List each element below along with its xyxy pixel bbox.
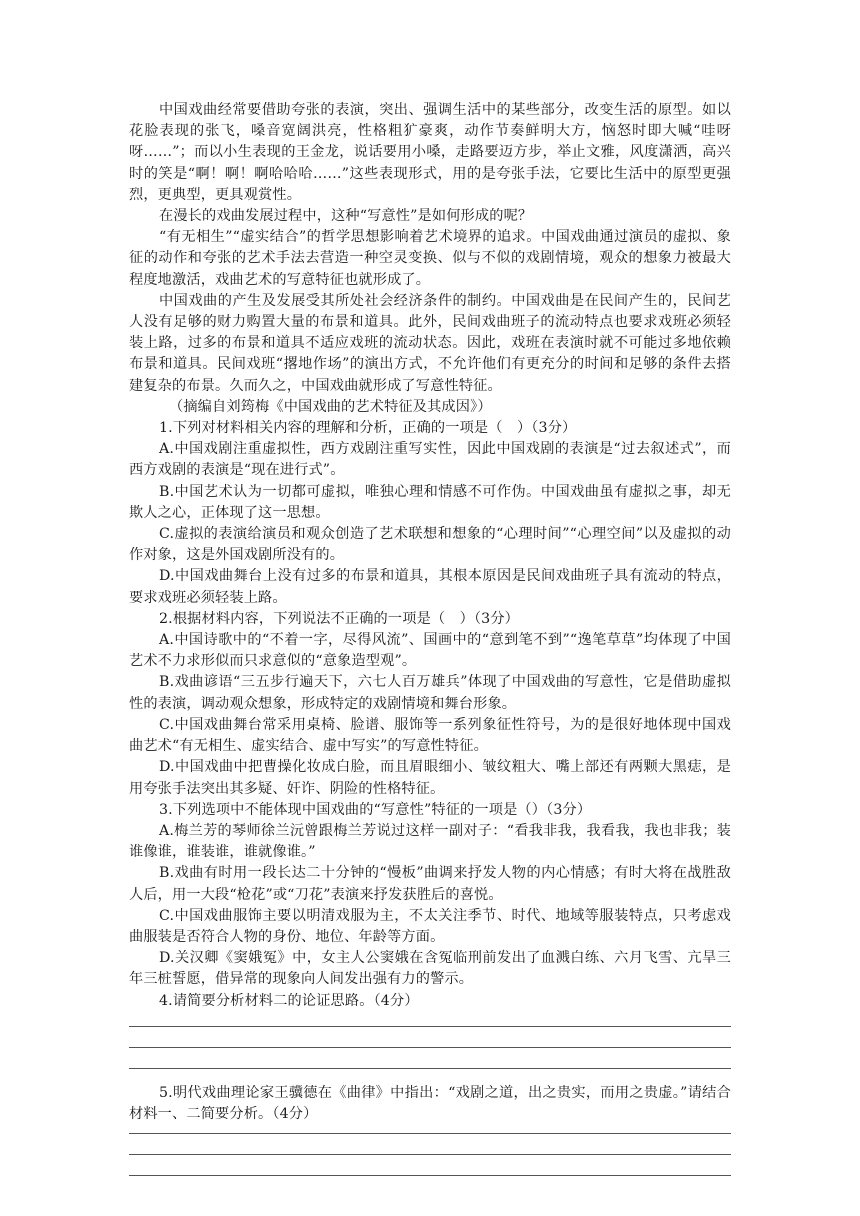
- passage-paragraph-3: “有无相生”“虚实结合”的哲学思想影响着艺术境界的追求。中国戏曲通过演员的虚拟、象征的动作和夸张的艺术手法去营造一种空灵变换、似与不似的戏剧情境，观众的想象力被最大程度地激活，戏曲艺术的写意特征也就形成了。: [129, 229, 731, 288]
- passage-paragraph-1: 中国戏曲经常要借助夸张的表演，突出、强调生活中的某些部分，改变生活的原型。如以花脸表现的张飞，嗓音宽阔洪亮，性格粗犷豪爽，动作节奏鲜明大方，恼怒时即大喊“哇呀呀……”；而以小生表现的王金龙，说话要用小嗓，走路要迈方步，举止文雅，风度潇洒，高兴时的笑是“啊！啊！啊哈哈哈……”这些表现形式，用的是夸张手法，它要比生活中的原型更强烈，更典型，更具观赏性。: [129, 102, 731, 203]
- question-1-option-d: D.中国戏曲舞台上没有过多的布景和道具，其根本原因是民间戏曲班子具有流动的特点，要求戏班必须轻装上路。: [129, 568, 731, 606]
- question-2-stem: 2.根据材料内容，下列说法不正确的一项是（ ）（3分）: [159, 610, 520, 627]
- question-2-option-c: C.中国戏曲舞台常采用桌椅、脸谱、服饰等一系列象征性符号，为的是很好地体现中国戏曲艺术“有无相生、虚实结合、虚中写实”的写意性特征。: [129, 716, 731, 755]
- question-4-stem: 4.请简要分析材料二的论证思路。（4分）: [159, 992, 419, 1009]
- question-1-option-b: B.中国艺术认为一切都可虚拟，唯独心理和情感不可作伪。中国戏曲虽有虚拟之事，却无欺人之心，正体现了这一思想。: [129, 483, 731, 521]
- question-1-option-c: C.虚拟的表演给演员和观众创造了艺术联想和想象的“心理时间”“心理空间”以及虚拟的动作对象，这是外国戏剧所没有的。: [129, 526, 731, 564]
- passage-paragraph-2: 在漫长的戏曲发展过程中，这种“写意性”是如何形成的呢？: [159, 208, 533, 225]
- question-5-stem: 5.明代戏曲理论家王骥德在《曲律》中指出：“戏剧之道，出之贵实，而用之贵虚。”请结合材料一、二简要分析。（4分）: [129, 1084, 731, 1122]
- answer-line-q5-3[interactable]: [129, 1175, 731, 1176]
- question-3-stem: 3.下列选项中不能体现中国戏曲的“写意性”特征的一项是（）（3分）: [159, 801, 592, 818]
- question-2-option-b: B.戏曲谚语“三五步行遍天下，六七人百万雄兵”体现了中国戏曲的写意性，它是借助虚拟性的表演，调动观众想象，形成特定的戏剧情境和舞台形象。: [129, 674, 731, 712]
- question-3-option-b: B.戏曲有时用一段长达二十分钟的“慢板”曲调来抒发人物的内心情感；有时大将在战胜敌人后，用一大段“枪花”或“刀花”表演来抒发获胜后的喜悦。: [129, 865, 731, 903]
- question-2-option-a: A.中国诗歌中的“不着一字，尽得风流”、国画中的“意到笔不到”“逸笔草草”均体现了中国艺术不力求形似而只求意似的“意象造型观”。: [129, 632, 731, 670]
- question-3-option-d: D.关汉卿《窦娥冤》中，女主人公窦娥在含冤临刑前发出了血溅白练、六月飞雪、亢旱三年三桩誓愿，借异常的现象向人间发出强有力的警示。: [129, 950, 731, 988]
- question-3-option-c: C.中国戏曲服饰主要以明清戏服为主，不太关注季节、时代、地域等服装特点，只考虑戏曲服装是否符合人物的身份、地位、年龄等方面。: [129, 907, 731, 945]
- question-1-stem: 1.下列对材料相关内容的理解和分析，正确的一项是（ ）（3分）: [159, 420, 577, 437]
- document-page: [129, 100, 731, 1176]
- question-1-option-a: A.中国戏剧注重虚拟性，西方戏剧注重写实性，因此中国戏剧的表演是“过去叙述式”，而西方戏剧的表演是“现在进行式”。: [129, 441, 731, 479]
- passage-paragraph-4: 中国戏曲的产生及发展受其所处社会经济条件的制约。中国戏曲是在民间产生的，民间艺人没有足够的财力购置大量的布景和道具。此外，民间戏曲班子的流动特点也要求戏班必须轻装上路，过多的布景和道具不适应戏班的流动状态。因此，戏班在表演时就不可能过多地依赖布景和道具。民间戏班“撂地作场”的演出方式，不允许他们有更充分的时间和足够的条件去搭建复杂的布景。久而久之，中国戏曲就形成了写意性特征。: [129, 292, 731, 394]
- question-3-option-a: A.梅兰芳的琴师徐兰沅曾跟梅兰芳说过这样一副对子：“看我非我，我看我，我也非我；装谁像谁，谁装谁，谁就像谁。”: [129, 822, 731, 861]
- passage-source: （摘编自刘筠梅《中国戏曲的艺术特征及其成因》）: [169, 398, 492, 415]
- question-2-option-d: D.中国戏曲中把曹操化妆成白脸，而且眉眼细小、皱纹粗大、嘴上部还有两颗大黑痣，是用夸张手法突出其多疑、奸诈、阴险的性格特征。: [129, 759, 731, 797]
